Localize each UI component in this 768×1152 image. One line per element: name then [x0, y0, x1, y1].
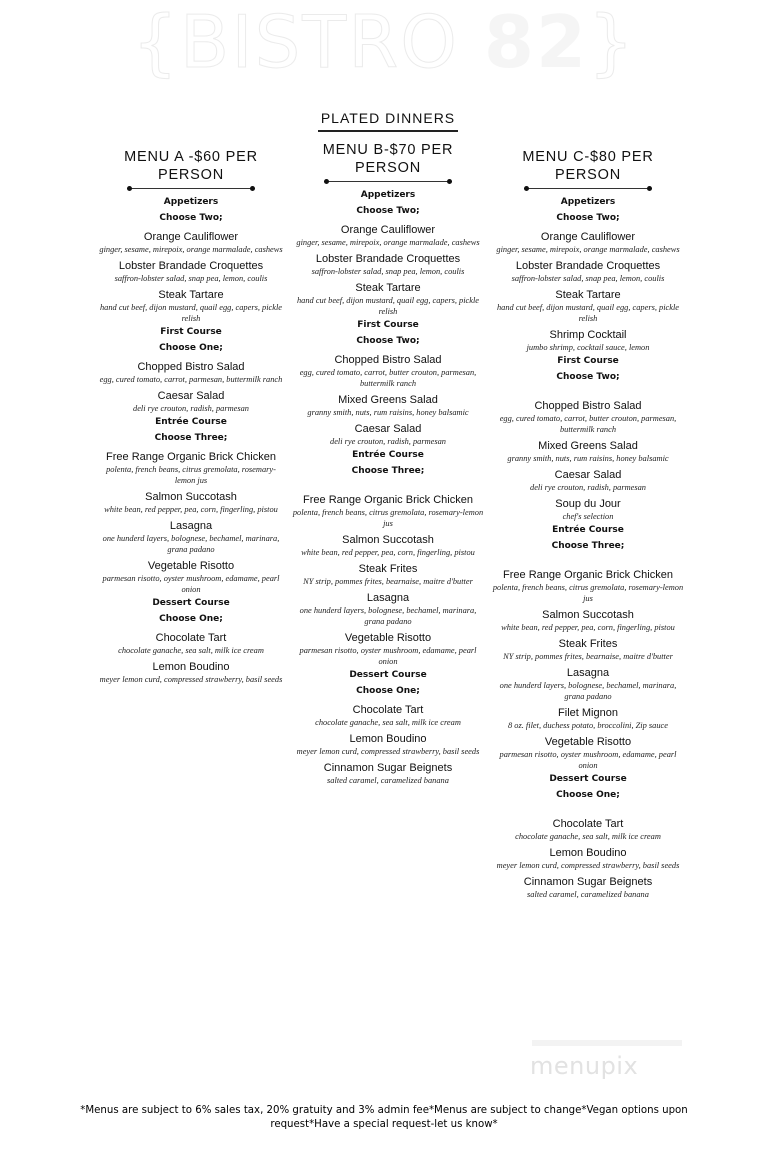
- heading-divider: [318, 130, 458, 132]
- dish-description: granny smith, nuts, rum raisins, honey balsamic: [507, 454, 669, 463]
- watermark-bar: [532, 1040, 682, 1046]
- dish-name: Lasagna: [366, 592, 410, 604]
- dish-description: granny smith, nuts, rum raisins, honey balsamic: [307, 408, 469, 417]
- dish-description: chef's selection: [562, 512, 614, 521]
- course-heading: Choose One;: [356, 686, 420, 696]
- dish-description: ginger, sesame, mirepoix, orange marmalade, cashews: [496, 245, 680, 254]
- menu-item: [292, 354, 484, 389]
- menu-c-items: [492, 194, 684, 900]
- dish-name: Cinnamon Sugar Beignets: [523, 876, 653, 888]
- course-heading: Choose One;: [159, 614, 223, 624]
- dish-name: Chocolate Tart: [352, 704, 424, 716]
- dish-name: Mixed Greens Salad: [338, 394, 438, 406]
- dish-name: Steak Frites: [358, 563, 418, 575]
- dish-name: Caesar Salad: [157, 390, 225, 402]
- dish-description: saffron-lobster salad, snap pea, lemon, coulis: [114, 274, 268, 283]
- menu-item: [96, 231, 286, 255]
- menu-item: [492, 400, 684, 435]
- dish-description: hand cut beef, dijon mustard, quail egg, capers, pickle relish: [99, 303, 283, 323]
- dish-description: one hunderd layers, bolognese, bechamel, marinara, grana padano: [102, 534, 280, 554]
- course-heading: Choose Two;: [159, 213, 223, 223]
- menu-a-items: [96, 194, 286, 685]
- dish-description: white bean, red pepper, pea, corn, fingerling, pistou: [501, 623, 675, 632]
- logo-number: 82: [483, 0, 589, 84]
- dish-description: deli rye crouton, radish, parmesan: [330, 437, 446, 446]
- menu-item: [292, 704, 484, 728]
- dish-description: egg, cured tomato, carrot, butter crouton, parmesan, buttermilk ranch: [299, 368, 477, 388]
- title-rule: [324, 177, 452, 187]
- dish-description: egg, cured tomato, carrot, parmesan, buttermilk ranch: [99, 375, 283, 384]
- dish-name: Salmon Succotash: [542, 609, 634, 621]
- menu-item: [292, 253, 484, 277]
- dish-description: white bean, red pepper, pea, corn, fingerling, pistou: [104, 505, 278, 514]
- dish-description: hand cut beef, dijon mustard, quail egg, capers, pickle relish: [496, 303, 680, 323]
- dish-name: Steak Tartare: [555, 289, 621, 301]
- dish-name: Steak Tartare: [158, 289, 224, 301]
- menu-item: [492, 469, 684, 493]
- dish-name: Lasagna: [566, 667, 610, 679]
- dish-description: salted caramel, caramelized banana: [527, 890, 649, 899]
- menu-item: [492, 569, 684, 604]
- menu-b-items: [292, 187, 484, 786]
- menu-item: [492, 609, 684, 633]
- menu-item: [492, 707, 684, 731]
- dish-description: ginger, sesame, mirepoix, orange marmalade, cashews: [296, 238, 480, 247]
- dish-description: saffron-lobster salad, snap pea, lemon, coulis: [311, 267, 465, 276]
- course-heading: Choose Three;: [551, 541, 625, 551]
- menu-item: [492, 736, 684, 771]
- dish-description: polenta, french beans, citrus gremolata, rosemary-lemon jus: [106, 465, 276, 485]
- menu-item: [96, 390, 286, 414]
- footer-line-1: *Menus are subject to 6% sales tax, 20% gratuity and 3% admin fee*Menus are subject to change*Vegan options upon: [80, 1105, 688, 1116]
- menu-item: [292, 762, 484, 786]
- menu-item: [96, 661, 286, 685]
- dish-name: Lemon Boudino: [349, 733, 427, 745]
- logo-prefix: {BISTRO: [132, 0, 484, 84]
- dish-name: Lemon Boudino: [152, 661, 230, 673]
- course-heading: Dessert Course: [152, 598, 230, 608]
- menu-item: [492, 847, 684, 871]
- menu-a-title: MENU A -$60 PER PERSON: [124, 149, 258, 183]
- course-heading: Choose Two;: [356, 336, 420, 346]
- menu-item: [492, 498, 684, 522]
- menu-item: [492, 329, 684, 353]
- dish-name: Steak Frites: [558, 638, 618, 650]
- course-heading: First Course: [557, 356, 619, 366]
- menu-item: [492, 876, 684, 900]
- course-heading: First Course: [160, 327, 222, 337]
- menupix-watermark: menupix: [530, 1052, 639, 1080]
- dish-description: parmesan risotto, oyster mushroom, edamame, pearl onion: [102, 574, 280, 594]
- spacer: [292, 479, 484, 489]
- dish-name: Chocolate Tart: [155, 632, 227, 644]
- dish-description: hand cut beef, dijon mustard, quail egg, capers, pickle relish: [296, 296, 480, 316]
- dish-name: Salmon Succotash: [342, 534, 434, 546]
- menu-item: [96, 289, 286, 324]
- dish-description: meyer lemon curd, compressed strawberry, basil seeds: [99, 675, 283, 684]
- dish-description: one hunderd layers, bolognese, bechamel, marinara, grana padano: [299, 606, 477, 626]
- menu-item: [492, 667, 684, 702]
- dish-name: Free Range Organic Brick Chicken: [106, 451, 276, 463]
- dish-name: Orange Cauliflower: [540, 231, 636, 243]
- course-heading: Choose Two;: [556, 372, 620, 382]
- menu-item: [292, 394, 484, 418]
- dish-description: salted caramel, caramelized banana: [327, 776, 449, 785]
- menu-b-title: MENU B-$70 PER PERSON: [322, 142, 454, 176]
- menu-item: [492, 260, 684, 284]
- dish-name: Lasagna: [169, 520, 213, 532]
- course-heading: Choose Two;: [556, 213, 620, 223]
- dish-name: Orange Cauliflower: [143, 231, 239, 243]
- dish-name: Chocolate Tart: [552, 818, 624, 830]
- plated-dinners-heading: PLATED DINNERS: [320, 110, 456, 126]
- course-heading: Appetizers: [163, 197, 219, 207]
- course-heading: First Course: [357, 320, 419, 330]
- dish-description: 8 oz. filet, duchess potato, broccolini, Zip sauce: [508, 721, 668, 730]
- course-heading: Choose Three;: [154, 433, 228, 443]
- course-heading: Dessert Course: [349, 670, 427, 680]
- course-heading: Choose One;: [159, 343, 223, 353]
- dish-name: Chopped Bistro Salad: [334, 354, 442, 366]
- menu-c-column: [492, 148, 684, 900]
- dish-name: Mixed Greens Salad: [538, 440, 638, 452]
- menu-item: [492, 231, 684, 255]
- dish-name: Lobster Brandade Croquettes: [315, 253, 461, 265]
- course-heading: Choose Three;: [351, 466, 425, 476]
- menu-item: [96, 520, 286, 555]
- menu-item: [492, 818, 684, 842]
- restaurant-logo: [0, 2, 768, 82]
- dish-description: parmesan risotto, oyster mushroom, edamame, pearl onion: [299, 646, 477, 666]
- menu-item: [292, 592, 484, 627]
- dish-description: NY strip, pommes frites, bearnaise, maitre d'butter: [503, 652, 673, 661]
- dish-name: Soup du Jour: [555, 498, 621, 510]
- spacer: [492, 803, 684, 813]
- dish-name: Chopped Bistro Salad: [137, 361, 245, 373]
- logo-suffix: }: [588, 0, 636, 84]
- menu-a-column: [96, 148, 286, 685]
- dish-name: Steak Tartare: [355, 282, 421, 294]
- menu-item: [292, 494, 484, 529]
- course-heading: Dessert Course: [549, 774, 627, 784]
- menu-item: [96, 451, 286, 486]
- dish-name: Vegetable Risotto: [344, 632, 432, 644]
- dish-description: jumbo shrimp, cocktail sauce, lemon: [526, 343, 650, 352]
- footer-note: [80, 1104, 688, 1132]
- dish-description: deli rye crouton, radish, parmesan: [530, 483, 646, 492]
- dish-name: Vegetable Risotto: [544, 736, 632, 748]
- dish-name: Caesar Salad: [554, 469, 622, 481]
- menu-item: [96, 560, 286, 595]
- spacer: [492, 554, 684, 564]
- dish-description: polenta, french beans, citrus gremolata, rosemary-lemon jus: [492, 583, 684, 603]
- menu-item: [96, 361, 286, 385]
- dish-name: Chopped Bistro Salad: [534, 400, 642, 412]
- dish-description: NY strip, pommes frites, bearnaise, maitre d'butter: [303, 577, 473, 586]
- title-rule: [127, 184, 255, 194]
- menu-item: [292, 224, 484, 248]
- footer-line-2: request*Have a special request-let us know*: [270, 1119, 498, 1130]
- dish-description: saffron-lobster salad, snap pea, lemon, coulis: [511, 274, 665, 283]
- menu-b-column: [292, 141, 484, 786]
- dish-name: Lemon Boudino: [549, 847, 627, 859]
- dish-name: Free Range Organic Brick Chicken: [503, 569, 673, 581]
- dish-name: Shrimp Cocktail: [549, 329, 627, 341]
- dish-name: Salmon Succotash: [145, 491, 237, 503]
- dish-name: Free Range Organic Brick Chicken: [303, 494, 473, 506]
- dish-name: Lobster Brandade Croquettes: [515, 260, 661, 272]
- course-heading: Choose Two;: [356, 206, 420, 216]
- dish-description: one hunderd layers, bolognese, bechamel, marinara, grana padano: [499, 681, 677, 701]
- dish-name: Vegetable Risotto: [147, 560, 235, 572]
- course-heading: Appetizers: [360, 190, 416, 200]
- spacer: [492, 385, 684, 395]
- menu-item: [96, 632, 286, 656]
- dish-description: meyer lemon curd, compressed strawberry, basil seeds: [296, 747, 480, 756]
- dish-description: deli rye crouton, radish, parmesan: [133, 404, 249, 413]
- menu-item: [492, 638, 684, 662]
- dish-description: chocolate ganache, sea salt, milk ice cream: [118, 646, 264, 655]
- dish-description: meyer lemon curd, compressed strawberry, basil seeds: [496, 861, 680, 870]
- dish-name: Orange Cauliflower: [340, 224, 436, 236]
- dish-description: chocolate ganache, sea salt, milk ice cream: [315, 718, 461, 727]
- dish-description: polenta, french beans, citrus gremolata, rosemary-lemon jus: [292, 508, 484, 528]
- menu-item: [292, 632, 484, 667]
- dish-name: Lobster Brandade Croquettes: [118, 260, 264, 272]
- dish-description: white bean, red pepper, pea, corn, fingerling, pistou: [301, 548, 475, 557]
- course-heading: Appetizers: [560, 197, 616, 207]
- menu-item: [292, 282, 484, 317]
- menu-item: [96, 491, 286, 515]
- course-heading: Choose One;: [556, 790, 620, 800]
- menu-item: [96, 260, 286, 284]
- dish-description: ginger, sesame, mirepoix, orange marmalade, cashews: [99, 245, 283, 254]
- course-heading: Entrée Course: [352, 450, 424, 460]
- menu-item: [292, 733, 484, 757]
- dish-description: parmesan risotto, oyster mushroom, edamame, pearl onion: [499, 750, 677, 770]
- course-heading: Entrée Course: [552, 525, 624, 535]
- dish-description: chocolate ganache, sea salt, milk ice cream: [515, 832, 661, 841]
- title-rule: [524, 184, 652, 194]
- menu-item: [292, 534, 484, 558]
- course-heading: Entrée Course: [155, 417, 227, 427]
- menu-c-title: MENU C-$80 PER PERSON: [522, 149, 654, 183]
- menu-item: [492, 289, 684, 324]
- dish-name: Caesar Salad: [354, 423, 422, 435]
- menu-item: [292, 423, 484, 447]
- dish-name: Filet Mignon: [558, 707, 618, 719]
- menu-item: [292, 563, 484, 587]
- menu-item: [492, 440, 684, 464]
- dish-name: Cinnamon Sugar Beignets: [323, 762, 453, 774]
- dish-description: egg, cured tomato, carrot, butter crouton, parmesan, buttermilk ranch: [499, 414, 677, 434]
